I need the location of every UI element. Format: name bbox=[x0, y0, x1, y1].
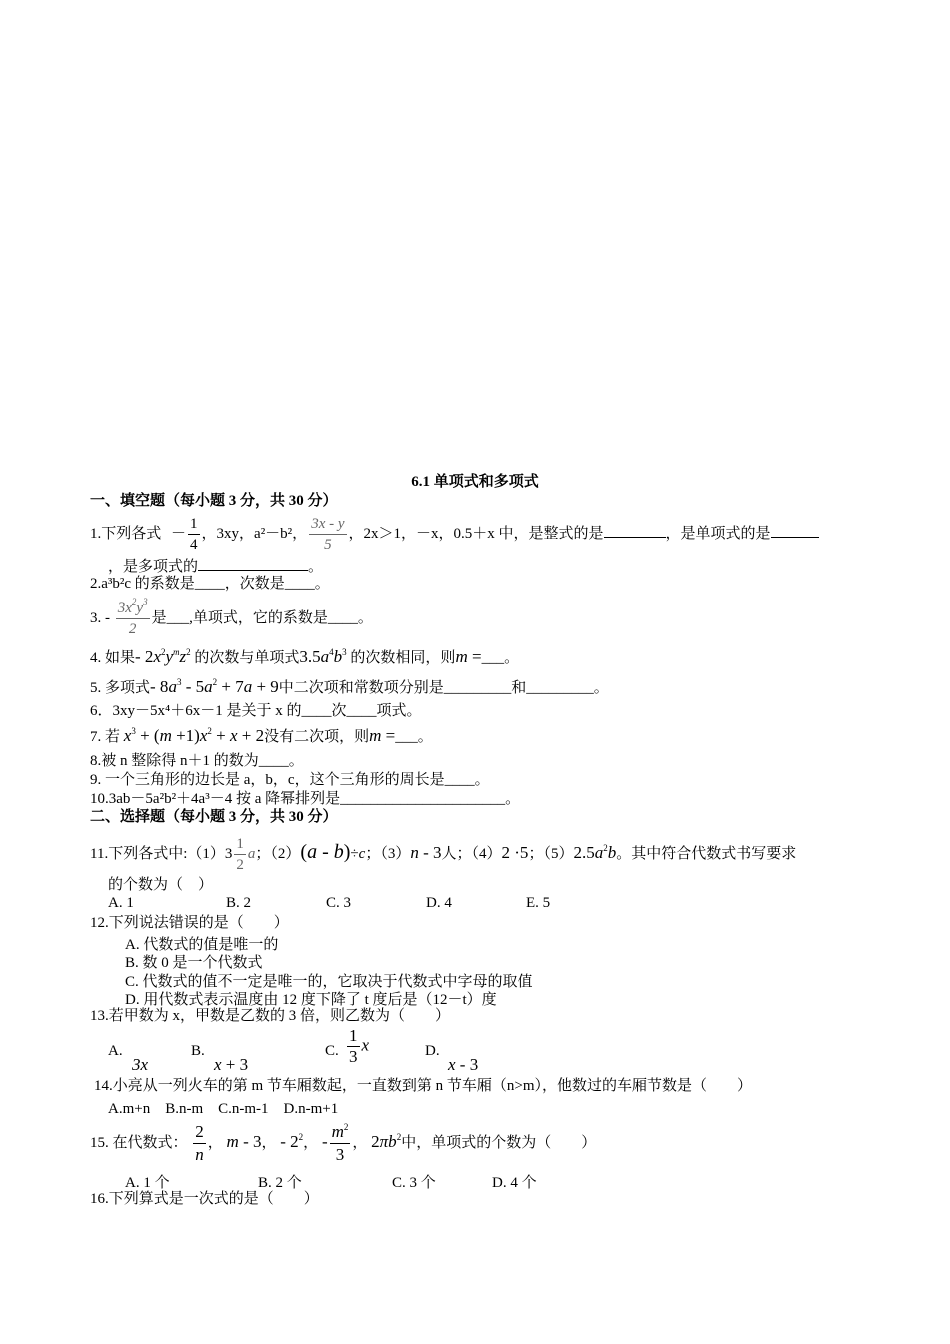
q15-option-c[interactable]: C. 3 个 bbox=[392, 1175, 436, 1191]
question-4: 4. 如果- $2x^2y^mz^2$ 的次数与单项式$3.5a^4b^3$ 的次数相同，则m =___。 bbox=[90, 647, 520, 666]
q15-option-b[interactable]: B. 2 个 bbox=[258, 1175, 302, 1191]
question-2: 2.a³b²c 的系数是____，次数是____。 bbox=[90, 576, 330, 592]
question-1: 1.下列各式 － $\frac{1}{4}$ ，3xy，a²－b²， $\frac{3x - y}{5}$ ，2x＞1，－x，0.5＋x 中，是整式的是 ，是单项式的是 bbox=[90, 514, 819, 555]
question-1-line2: ，是多项式的 。 bbox=[108, 556, 323, 576]
section-fill-blank: 一、填空题（每小题 3 分，共 30 分） bbox=[90, 493, 338, 509]
q12-option-a[interactable]: A. 代数式的值是唯一的 bbox=[125, 937, 279, 953]
q11-option-a[interactable]: A. 1 bbox=[108, 895, 134, 911]
question-11: 11.下列各式中:（1）3 $\frac{1}{2}$ a；（2）(a - b)÷c；（3）n - 3人；（4）2 ·5；$(5)2.5a^2b$。其中符合代数式书写要求 bbox=[90, 836, 797, 874]
q14-options[interactable]: A.m+n B.n-m C.n-m-1 D.n-m+1 bbox=[108, 1101, 339, 1117]
question-11-line2: 的个数为（ ） bbox=[108, 877, 214, 893]
q13-option-a-label[interactable]: A. bbox=[108, 1043, 123, 1059]
q12-option-c[interactable]: C. 代数式的值不一定是唯一的，它取决于代数式中字母的取值 bbox=[125, 974, 533, 990]
q11-option-c[interactable]: C. 3 bbox=[326, 895, 352, 911]
q12-option-d[interactable]: D. 用代数式表示温度由 12 度下降了 t 度后是（12－t）度 bbox=[125, 992, 497, 1008]
page-title: 6.1 单项式和多项式 bbox=[411, 474, 539, 490]
q13-option-d-label[interactable]: D. bbox=[425, 1043, 440, 1059]
question-15: 15. 在代数式： $\frac{2}{n}$ ， m - 3， - $2^2$， - $\frac{m^2}{3}$ ， $2\pi b^2$中，单项式的个数为（ ） bbox=[90, 1122, 597, 1165]
question-6: 6．3xy－5x⁴＋6x－1 是关于 x 的____次____项式。 bbox=[90, 703, 422, 719]
question-14: 14.小亮从一列火车的第 m 节车厢数起，一直数到第 n 节车厢（n>m），他数过的车厢节数是（ ） bbox=[94, 1078, 753, 1094]
q15-option-a[interactable]: A. 1 个 bbox=[125, 1175, 170, 1191]
q11-option-e[interactable]: E. 5 bbox=[526, 895, 551, 911]
q13-option-d-expr: x - 3 bbox=[448, 1055, 479, 1074]
question-8: 8.被 n 整除得 n＋1 的数为____。 bbox=[90, 753, 304, 769]
question-7: 7. 若 $x^3 + (m +1)x^2 + x + 2$没有二次项，则m =___。 bbox=[90, 726, 433, 745]
q15-option-d[interactable]: D. 4 个 bbox=[492, 1175, 537, 1191]
question-5: 5. 多项式- $8a^3 - 5a^2 + 7a + 9$中二次项和常数项分别是_________和_________。 bbox=[90, 677, 609, 696]
question-10: 10.3ab－5a²b²＋4a³－4 按 a 降幂排列是______________________。 bbox=[90, 791, 521, 807]
q11-option-b[interactable]: B. 2 bbox=[226, 895, 252, 911]
question-13: 13.若甲数为 x，甲数是乙数的 3 倍，则乙数为（ ） bbox=[90, 1008, 451, 1024]
q13-option-c-expr: $\frac{1}{3}$ x bbox=[349, 1026, 370, 1066]
question-3: 3. - $\frac{3x^2y^3}{2}$ 是___,单项式，它的系数是____。 bbox=[90, 597, 373, 638]
q12-option-b[interactable]: B. 数 0 是一个代数式 bbox=[125, 955, 263, 971]
q13-option-b-expr: x + 3 bbox=[214, 1055, 249, 1074]
q13-option-c-label[interactable]: C. bbox=[325, 1043, 339, 1059]
question-9: 9. 一个三角形的边长是 a，b，c，这个三角形的周长是____。 bbox=[90, 772, 490, 788]
q11-option-d[interactable]: D. 4 bbox=[426, 895, 452, 911]
section-multiple-choice: 二、选择题（每小题 3 分，共 30 分） bbox=[90, 809, 338, 825]
q13-option-b-label[interactable]: B. bbox=[191, 1043, 205, 1059]
question-16: 16.下列算式是一次式的是（ ） bbox=[90, 1191, 319, 1207]
q13-option-a-expr: 3x bbox=[132, 1055, 149, 1074]
question-12: 12.下列说法错误的是（ ） bbox=[90, 915, 289, 931]
